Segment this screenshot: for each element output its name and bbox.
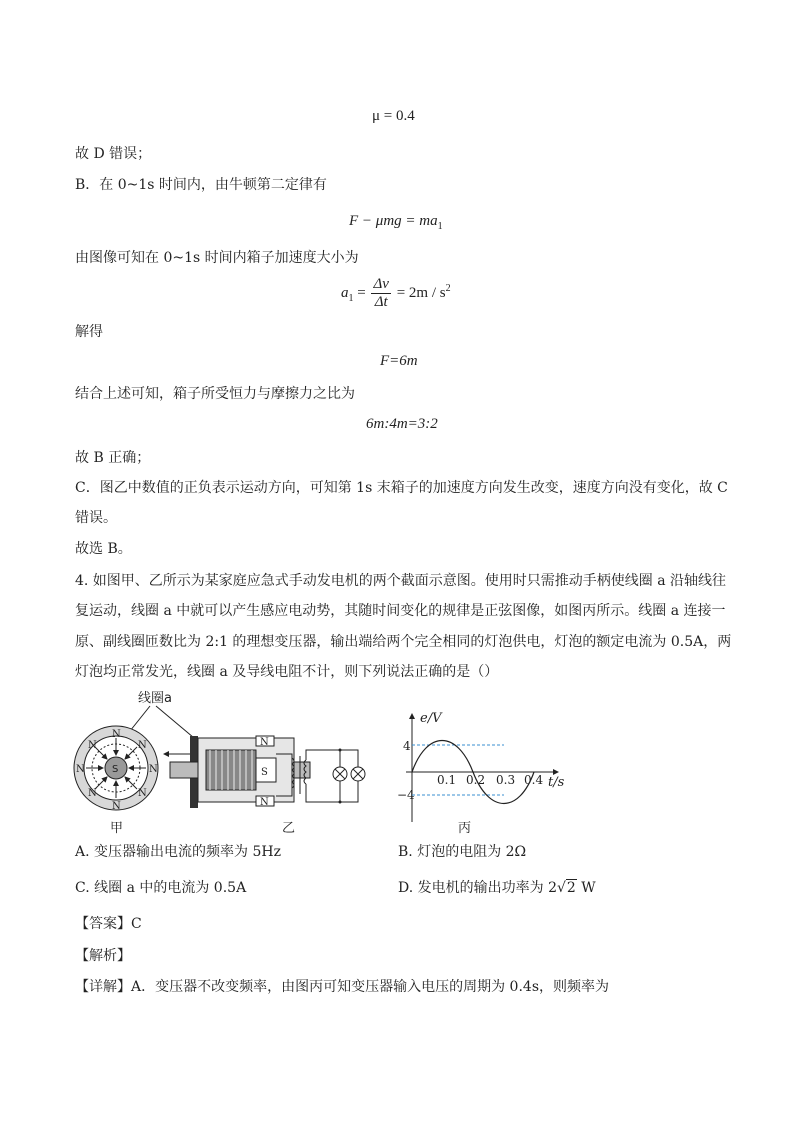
n-yi-top: N (260, 737, 269, 748)
n-right: N (149, 764, 158, 775)
n-br: N (138, 788, 147, 799)
graph-ylabel: e/V (420, 711, 442, 726)
n-tl: N (88, 740, 97, 751)
tick-0-1: 0.1 (437, 773, 457, 787)
n-bottom: N (112, 801, 121, 812)
line-choose: 故选 B。 (75, 541, 132, 557)
caption-bing: 丙 (458, 821, 472, 836)
emf-graph (397, 711, 565, 822)
line-b-correct: 故 B 正确； (75, 450, 151, 466)
option-c[interactable]: C. 线圈 a 中的电流为 0.5A (75, 880, 247, 896)
eq-F: F=6m (380, 353, 418, 369)
line-solve: 解得 (75, 324, 103, 340)
tick-0-3: 0.3 (496, 773, 516, 787)
graph-ymax: 4 (403, 739, 411, 753)
magnet-s-yi: S (261, 767, 268, 778)
eq-mu: μ = 0.4 (372, 108, 415, 124)
n-tr: N (138, 740, 147, 751)
tick-0-4: 0.4 (524, 773, 544, 787)
detail: 【详解】A．变压器不改变频率，由图丙可知变压器输入电压的周期为 0.4s，则频率为 (75, 979, 610, 995)
q4-line2: 复运动，线圈 a 中就可以产生感应电动势，其随时间变化的规律是正弦图像，如图丙所示。线圈 a 连接一 (75, 603, 726, 619)
line-b-intro: B．在 0~1s 时间内，由牛顿第二定律有 (75, 177, 327, 193)
option-d[interactable]: D. 发电机的输出功率为 2√2 W (398, 880, 596, 896)
option-b[interactable]: B. 灯泡的电阻为 2Ω (398, 844, 527, 860)
q4-line4: 灯泡均正常发光，线圈 a 及导线电阻不计，则下列说法正确的是（） (75, 664, 499, 680)
tick-0-2: 0.2 (466, 773, 486, 787)
answer: 【答案】C (75, 916, 142, 932)
line-c2: 错误。 (75, 510, 117, 526)
caption-jia: 甲 (110, 821, 124, 836)
q4-line3: 原、副线圈匝数比为 2:1 的理想变压器，输出端给两个完全相同的灯泡供电，灯泡的额定电流为 0.5A，两 (75, 634, 732, 650)
n-yi-bottom: N (260, 797, 269, 808)
n-top: N (112, 729, 121, 740)
q4-line1: 4. 如图甲、乙所示为某家庭应急式手动发电机的两个截面示意图。使用时只需推动手柄使线圈 a 沿轴线往 (75, 573, 727, 589)
magnet-s-jia: S (112, 764, 119, 775)
line-d-wrong: 故 D 错误； (75, 146, 152, 162)
line-c1: C．图乙中数值的正负表示运动方向，可知第 1s 末箱子的加速度方向发生改变，速度方向没有变化，故 C (75, 480, 728, 496)
figure-generator (60, 686, 600, 842)
n-bl: N (88, 788, 97, 799)
n-left: N (76, 764, 85, 775)
option-a[interactable]: A. 变压器输出电流的频率为 5Hz (75, 844, 281, 860)
analysis: 【解析】 (75, 948, 131, 964)
cross-section-jia (74, 726, 158, 812)
line-graph: 由图像可知在 0~1s 时间内箱子加速度大小为 (75, 250, 359, 266)
cross-section-yi (170, 736, 365, 808)
graph-ymin: −4 (397, 788, 415, 802)
caption-yi: 乙 (282, 821, 296, 836)
eq-ratio: 6m:4m=3:2 (366, 416, 438, 432)
graph-xlabel: t/s (548, 775, 565, 790)
coil-label: 线圈a (138, 691, 172, 706)
line-ratio: 结合上述可知，箱子所受恒力与摩擦力之比为 (75, 386, 355, 402)
eq-accel: $a_1$ = $\frac{\Delta v}{\Delta t}$ = $2m / s^2$ (341, 276, 451, 310)
eq-newton: $F - \mu mg = ma_1$ (349, 213, 443, 232)
